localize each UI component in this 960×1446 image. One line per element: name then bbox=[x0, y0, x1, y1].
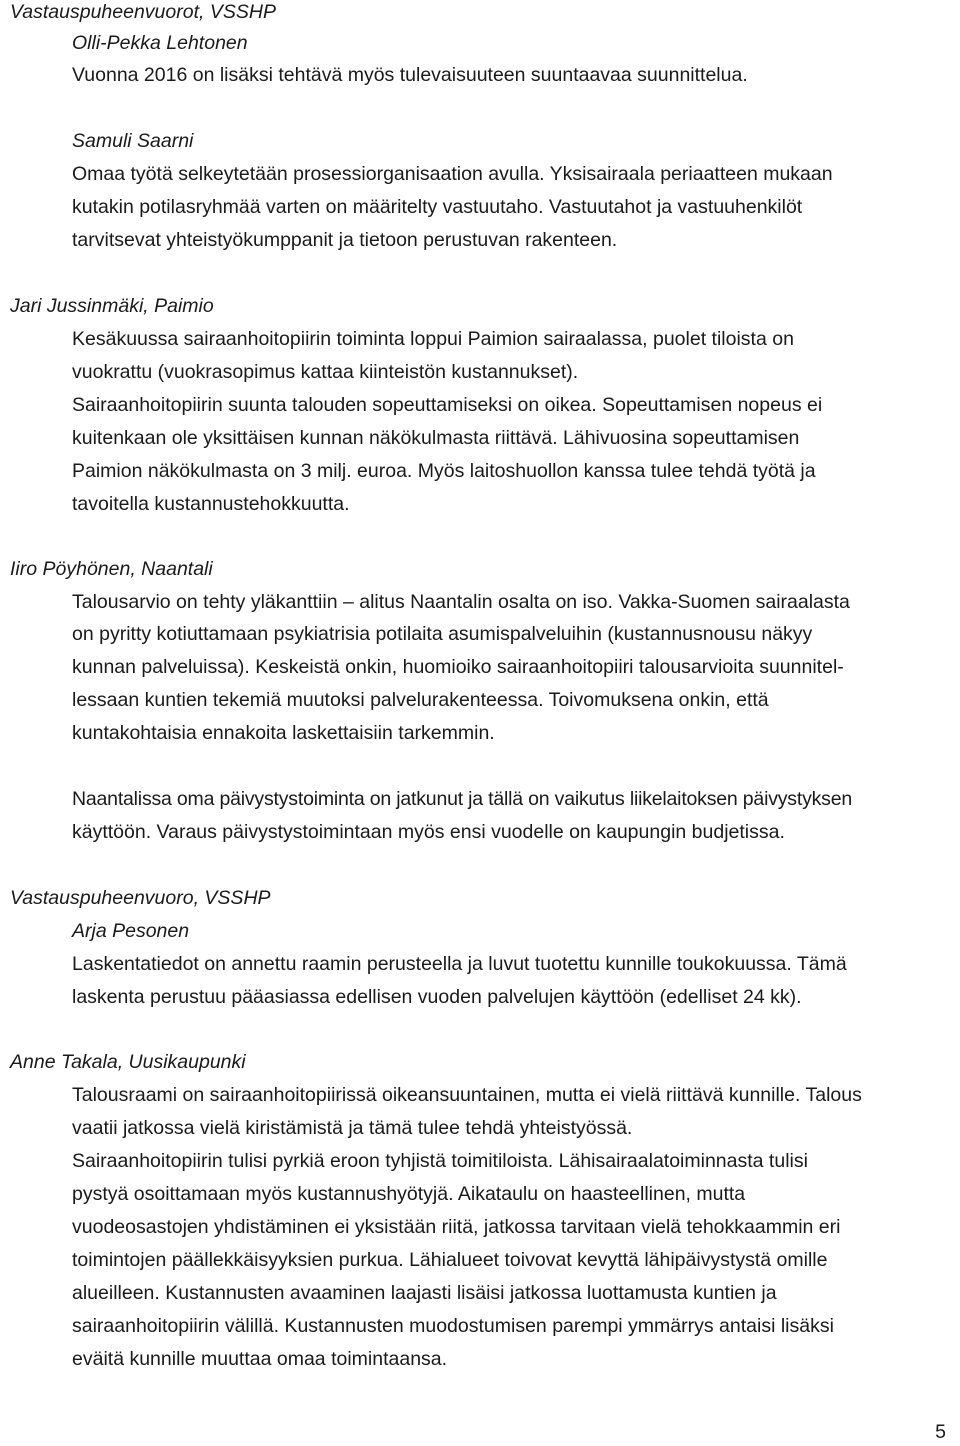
paragraph-line: kunnan palveluissa). Keskeistä onkin, huomioiko sairaanhoitopiiri talousarvioita suunnitel- bbox=[72, 656, 844, 678]
paragraph-line: Talousraami on sairaanhoitopiirissä oikeansuuntainen, mutta ei vielä riittävä kunnille. Talous bbox=[72, 1084, 862, 1106]
paragraph-line: kutakin potilasryhmää varten on määritelty vastuutaho. Vastuutahot ja vastuuhenkilöt bbox=[72, 196, 803, 218]
section-heading: Vastauspuheenvuorot, VSSHP bbox=[10, 1, 276, 23]
speaker-name: Samuli Saarni bbox=[72, 130, 194, 152]
paragraph-line: Naantalissa oma päivystystoiminta on jatkunut ja tällä on vaikutus liikelaitoksen päivystyksen bbox=[72, 788, 853, 810]
paragraph-line: pystyä osoittamaan myös kustannushyötyjä. Aikataulu on haasteellinen, mutta bbox=[72, 1183, 746, 1205]
speaker-heading: Anne Takala, Uusikaupunki bbox=[10, 1051, 246, 1073]
paragraph-line: kuitenkaan ole yksittäisen kunnan näkökulmasta riittävä. Lähivuosina sopeuttamisen bbox=[72, 427, 800, 449]
speaker-name: Olli-Pekka Lehtonen bbox=[72, 32, 248, 54]
paragraph-line: kuntakohtaisia ennakoita laskettaisiin tarkemmin. bbox=[72, 722, 495, 744]
paragraph-line: Talousarvio on tehty yläkanttiin – alitus Naantalin osalta on iso. Vakka-Suomen sairaalasta bbox=[72, 591, 850, 613]
paragraph-line: Sairaanhoitopiirin tulisi pyrkiä eroon tyhjistä toimitiloista. Lähisairaalatoiminnasta tulisi bbox=[72, 1150, 808, 1172]
paragraph-line: käyttöön. Varaus päivystystoimintaan myös ensi vuodelle on kaupungin budjetissa. bbox=[72, 821, 785, 843]
paragraph-line: eväitä kunnille muuttaa omaa toimintaansa. bbox=[72, 1348, 448, 1370]
paragraph-line: Kesäkuussa sairaanhoitopiirin toiminta loppui Paimion sairaalassa, puolet tiloista on bbox=[72, 328, 794, 350]
paragraph-line: Vuonna 2016 on lisäksi tehtävä myös tulevaisuuteen suuntaavaa suunnittelua. bbox=[72, 64, 748, 86]
paragraph-line: laskenta perustuu pääasiassa edellisen vuoden palvelujen käyttöön (edelliset 24 kk). bbox=[72, 986, 802, 1008]
speaker-name: Arja Pesonen bbox=[72, 920, 190, 942]
paragraph-line: Paimion näkökulmasta on 3 milj. euroa. Myös laitoshuollon kanssa tulee tehdä työtä ja bbox=[72, 460, 816, 482]
paragraph-line: Sairaanhoitopiirin suunta talouden sopeuttamiseksi on oikea. Sopeuttamisen nopeus ei bbox=[72, 394, 823, 416]
paragraph-line: vuodeosastojen yhdistäminen ei yksistään riitä, jatkossa tarvitaan vielä tehokkaammin eri bbox=[72, 1216, 841, 1238]
section-heading: Vastauspuheenvuoro, VSSHP bbox=[10, 887, 271, 909]
paragraph-line: tarvitsevat yhteistyökumppanit ja tietoon perustuvan rakenteen. bbox=[72, 229, 618, 251]
speaker-heading: Iiro Pöyhönen, Naantali bbox=[10, 558, 213, 580]
paragraph-line: Laskentatiedot on annettu raamin perusteella ja luvut tuotettu kunnille toukokuussa. Tämä bbox=[72, 953, 847, 975]
paragraph-line: sairaanhoitopiirin välillä. Kustannusten muodostumisen parempi ymmärrys antaisi lisäksi bbox=[72, 1315, 834, 1337]
paragraph-line: tavoitella kustannustehokkuutta. bbox=[72, 493, 350, 515]
paragraph-line: lessaan kuntien tekemiä muutoksi palvelurakenteessa. Toivomuksena onkin, että bbox=[72, 689, 769, 711]
page-number: 5 bbox=[935, 1421, 946, 1443]
paragraph-line: on pyritty kotiuttamaan psykiatrisia potilaita asumispalveluihin (kustannusnousu näkyy bbox=[72, 623, 813, 645]
speaker-heading: Jari Jussinmäki, Paimio bbox=[10, 295, 214, 317]
paragraph-line: Omaa työtä selkeytetään prosessiorganisaation avulla. Yksisairaala periaatteen mukaan bbox=[72, 163, 833, 185]
paragraph-line: vuokrattu (vuokrasopimus kattaa kiinteistön kustannukset). bbox=[72, 361, 579, 383]
paragraph-line: toimintojen päällekkäisyyksien purkua. Lähialueet toivovat kevyttä lähipäivystystä omille bbox=[72, 1249, 828, 1271]
paragraph-line: vaatii jatkossa vielä kiristämistä ja tämä tulee tehdä yhteistyössä. bbox=[72, 1117, 633, 1139]
paragraph-line: alueilleen. Kustannusten avaaminen laajasti lisäisi jatkossa luottamusta kuntien ja bbox=[72, 1282, 777, 1304]
